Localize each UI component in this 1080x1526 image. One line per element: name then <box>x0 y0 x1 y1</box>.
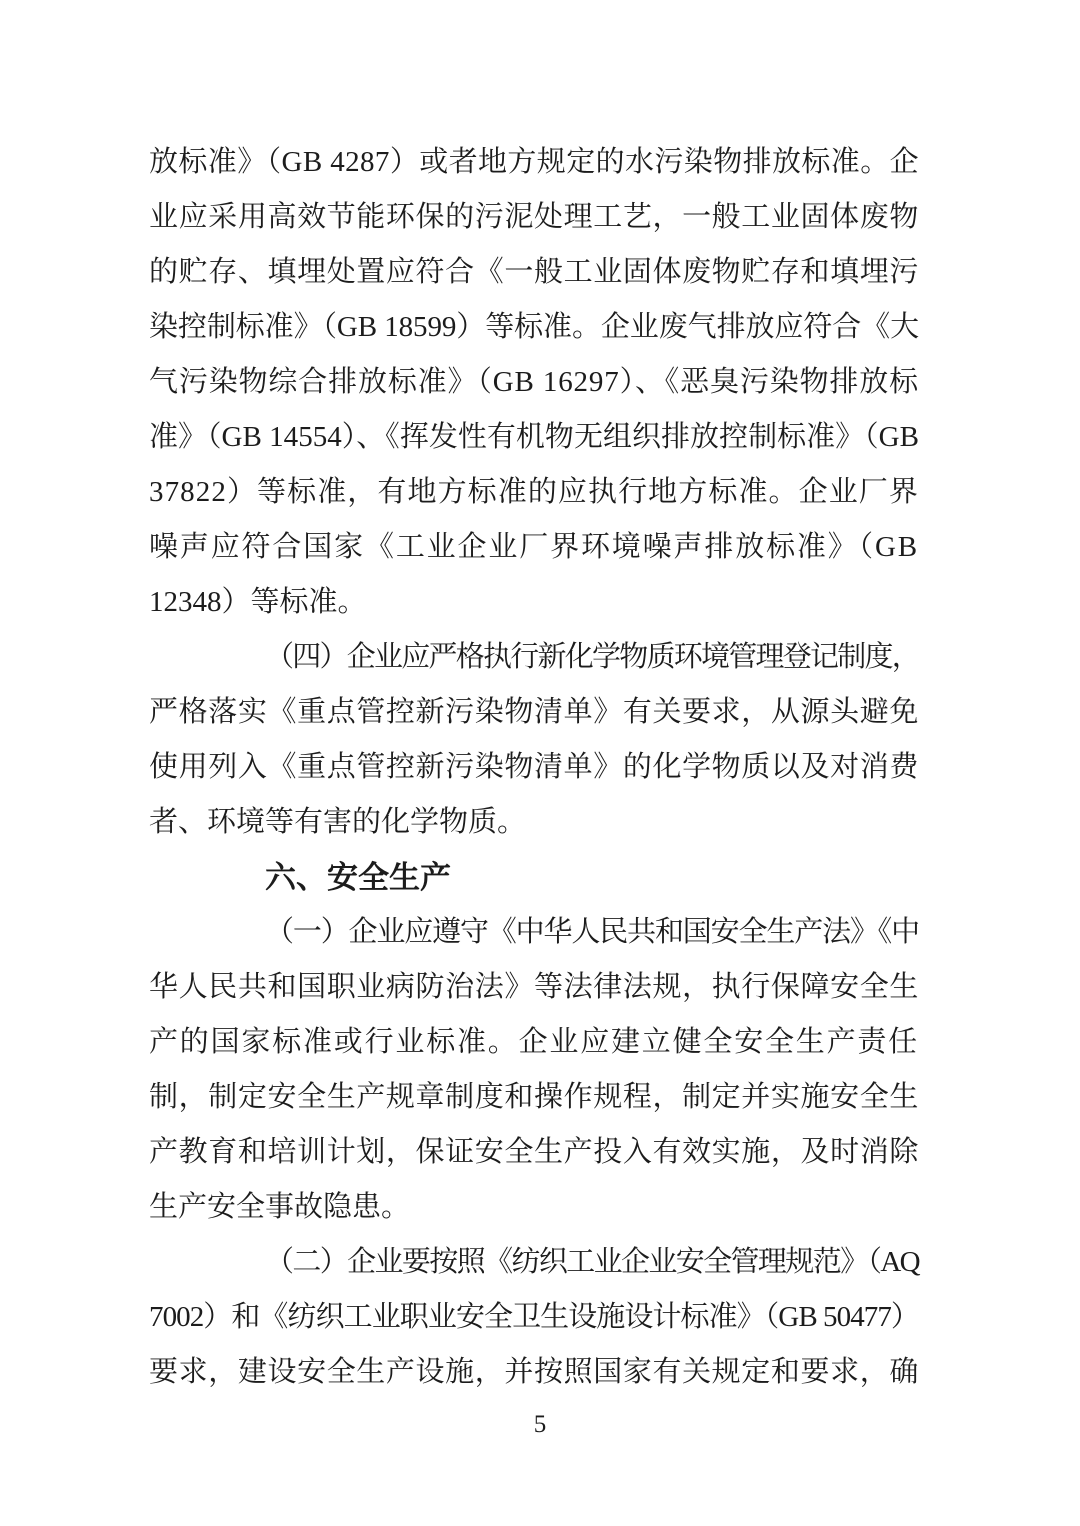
text-line <box>149 1345 919 1400</box>
text-line <box>149 575 919 630</box>
text-line <box>149 410 919 465</box>
text-line <box>149 795 919 850</box>
text-line-content: 业应采用高效节能环保的污泥处理工艺，一般工业固体废物 <box>149 201 919 233</box>
text-line-content: 7002）和《纺织工业职业安全卫生设施设计标准》（GB 50477） <box>149 1301 919 1333</box>
text-line-content: 严格落实《重点管控新污染物清单》有关要求，从源头避免 <box>149 696 919 728</box>
text-line-content: 放标准》（GB 4287）或者地方规定的水污染物排放标准。企 <box>149 146 919 178</box>
text-line <box>149 685 919 740</box>
text-line-content: 12348）等标准。 <box>149 586 367 618</box>
text-line-content: 产的国家标准或行业标准。企业应建立健全安全生产责任 <box>149 1026 919 1058</box>
section-heading <box>149 850 919 905</box>
text-line-content: 使用列入《重点管控新污染物清单》的化学物质以及对消费 <box>149 751 919 783</box>
text-line <box>149 190 919 245</box>
section-heading-text: 六、安全生产 <box>265 860 451 895</box>
text-line-content: 气污染物综合排放标准》（GB 16297）、《恶臭污染物排放标 <box>149 366 919 398</box>
text-line <box>149 1180 919 1235</box>
text-line <box>149 960 919 1015</box>
body-text <box>149 135 919 1400</box>
text-line <box>149 1125 919 1180</box>
text-line <box>149 905 919 960</box>
text-line <box>149 1015 919 1070</box>
text-line-content: 的贮存、填埋处置应符合《一般工业固体废物贮存和填埋污 <box>149 256 919 288</box>
text-line <box>149 740 919 795</box>
text-line-content: （一）企业应遵守《中华人民共和国安全生产法》《中 <box>265 916 919 948</box>
text-line-content: 制，制定安全生产规章制度和操作规程，制定并实施安全生 <box>149 1081 919 1113</box>
text-line <box>149 630 919 685</box>
text-line <box>149 465 919 520</box>
text-line-content: （二）企业要按照《纺织工业企业安全管理规范》（AQ <box>265 1246 919 1278</box>
text-line-content: 37822）等标准，有地方标准的应执行地方标准。企业厂界 <box>149 476 919 508</box>
text-line <box>149 355 919 410</box>
text-line-content: （四）企业应严格执行新化学物质环境管理登记制度， <box>265 641 919 673</box>
text-line-content: 者、环境等有害的化学物质。 <box>149 806 527 838</box>
text-line <box>149 520 919 575</box>
text-line-content: 准》（GB 14554）、《挥发性有机物无组织排放控制标准》（GB <box>149 421 919 453</box>
text-line-content: 生产安全事故隐患。 <box>149 1191 411 1223</box>
text-line-content: 要求，建设安全生产设施，并按照国家有关规定和要求，确 <box>149 1356 919 1388</box>
text-line-content: 噪声应符合国家《工业企业厂界环境噪声排放标准》（GB <box>149 531 919 563</box>
text-line <box>149 300 919 355</box>
text-line-content: 华人民共和国职业病防治法》等法律法规，执行保障安全生 <box>149 971 919 1003</box>
text-line <box>149 135 919 190</box>
text-line <box>149 245 919 300</box>
text-line-content: 产教育和培训计划，保证安全生产投入有效实施，及时消除 <box>149 1136 919 1168</box>
text-line <box>149 1070 919 1125</box>
text-line-content: 染控制标准》（GB 18599）等标准。企业废气排放应符合《大 <box>149 311 919 343</box>
page-number: 5 <box>533 1411 547 1438</box>
text-line <box>149 1290 919 1345</box>
text-line <box>149 1235 919 1290</box>
